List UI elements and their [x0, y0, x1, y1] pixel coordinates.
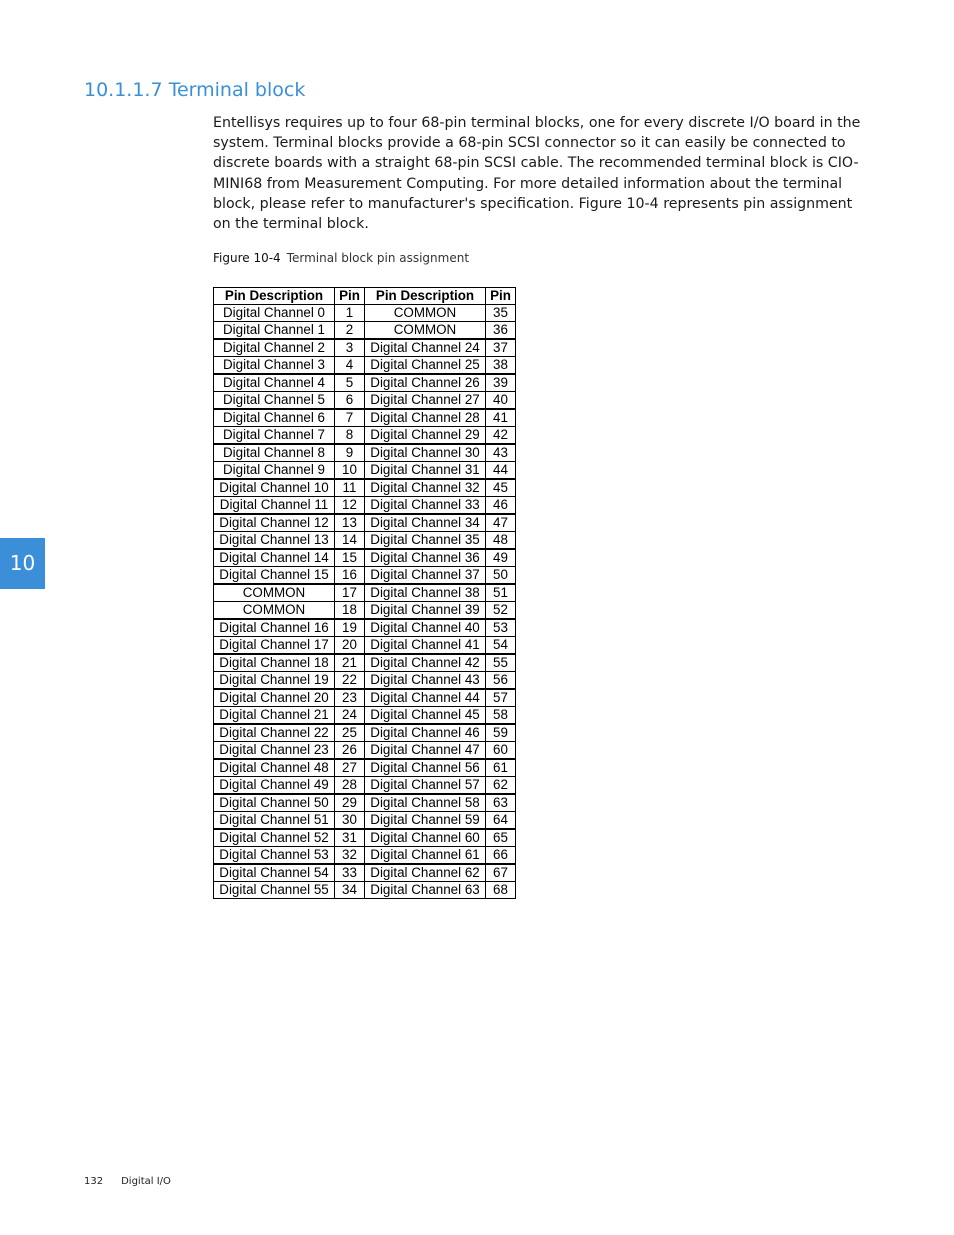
figure-number: Figure 10-4	[213, 251, 281, 265]
cell-description-right: Digital Channel 63	[365, 882, 486, 899]
cell-description-left: Digital Channel 14	[214, 549, 335, 567]
cell-pin-left: 11	[335, 479, 365, 497]
cell-pin-right: 67	[486, 864, 516, 882]
cell-description-left: Digital Channel 10	[214, 479, 335, 497]
cell-pin-left: 15	[335, 549, 365, 567]
cell-description-left: Digital Channel 1	[214, 322, 335, 340]
cell-pin-right: 51	[486, 584, 516, 602]
cell-description-left: Digital Channel 48	[214, 759, 335, 777]
cell-description-right: Digital Channel 38	[365, 584, 486, 602]
cell-pin-right: 44	[486, 462, 516, 480]
cell-description-right: Digital Channel 61	[365, 847, 486, 865]
cell-description-left: Digital Channel 12	[214, 514, 335, 532]
cell-pin-right: 49	[486, 549, 516, 567]
cell-description-right: Digital Channel 57	[365, 777, 486, 795]
cell-description-left: Digital Channel 7	[214, 427, 335, 445]
table-row	[214, 672, 516, 690]
table-header-row	[214, 288, 516, 305]
cell-description-right: Digital Channel 30	[365, 444, 486, 462]
cell-pin-right: 65	[486, 829, 516, 847]
cell-pin-right: 63	[486, 794, 516, 812]
cell-pin-left: 5	[335, 374, 365, 392]
cell-description-right: Digital Channel 28	[365, 409, 486, 427]
cell-pin-left: 27	[335, 759, 365, 777]
table-row	[214, 549, 516, 567]
table-row	[214, 374, 516, 392]
table-row	[214, 602, 516, 620]
cell-pin-left: 29	[335, 794, 365, 812]
cell-description-right: Digital Channel 32	[365, 479, 486, 497]
cell-pin-left: 34	[335, 882, 365, 899]
cell-pin-left: 28	[335, 777, 365, 795]
cell-pin-right: 64	[486, 812, 516, 830]
page-number: 132	[84, 1176, 104, 1187]
table-row	[214, 444, 516, 462]
cell-description-right: Digital Channel 27	[365, 392, 486, 410]
cell-description-left: Digital Channel 16	[214, 619, 335, 637]
cell-pin-left: 32	[335, 847, 365, 865]
cell-pin-right: 59	[486, 724, 516, 742]
cell-pin-left: 8	[335, 427, 365, 445]
table-row	[214, 759, 516, 777]
cell-description-right: Digital Channel 60	[365, 829, 486, 847]
cell-pin-right: 57	[486, 689, 516, 707]
cell-description-right: Digital Channel 43	[365, 672, 486, 690]
cell-pin-right: 48	[486, 532, 516, 550]
cell-pin-right: 54	[486, 637, 516, 655]
table-row	[214, 427, 516, 445]
cell-description-right: Digital Channel 62	[365, 864, 486, 882]
cell-description-left: Digital Channel 4	[214, 374, 335, 392]
cell-pin-right: 46	[486, 497, 516, 515]
table-row	[214, 305, 516, 322]
table-row	[214, 882, 516, 899]
cell-pin-left: 30	[335, 812, 365, 830]
table-row	[214, 847, 516, 865]
cell-description-left: Digital Channel 17	[214, 637, 335, 655]
cell-description-left: Digital Channel 49	[214, 777, 335, 795]
cell-description-left: Digital Channel 15	[214, 567, 335, 585]
body-paragraph: Entellisys requires up to four 68-pin terminal blocks, one for every discrete I/O board in the system. Terminal blocks provide a 68-pin SCSI connector so it can easily be connected to discrete boards with a straight 68-pin SCSI cable. The recommended terminal block is CIO-MINI68 from Measurement Computing. For more detailed information about the terminal block, please refer to manufacturer's specification. Figure 10-4 represents pin assignment on the terminal block.	[213, 115, 861, 233]
footer-chapter-name: Digital I/O	[121, 1176, 171, 1187]
cell-pin-left: 1	[335, 305, 365, 322]
chapter-tab: 10	[0, 538, 45, 589]
cell-description-right: Digital Channel 59	[365, 812, 486, 830]
table-row	[214, 812, 516, 830]
cell-pin-left: 12	[335, 497, 365, 515]
cell-pin-left: 17	[335, 584, 365, 602]
cell-pin-right: 61	[486, 759, 516, 777]
cell-pin-left: 3	[335, 339, 365, 357]
cell-description-right: Digital Channel 47	[365, 742, 486, 760]
cell-pin-left: 21	[335, 654, 365, 672]
cell-pin-right: 36	[486, 322, 516, 340]
cell-description-right: COMMON	[365, 305, 486, 322]
cell-description-left: Digital Channel 53	[214, 847, 335, 865]
cell-description-left: Digital Channel 21	[214, 707, 335, 725]
cell-pin-left: 9	[335, 444, 365, 462]
cell-description-left: Digital Channel 11	[214, 497, 335, 515]
cell-description-right: Digital Channel 40	[365, 619, 486, 637]
cell-pin-right: 60	[486, 742, 516, 760]
table-row	[214, 654, 516, 672]
cell-pin-right: 58	[486, 707, 516, 725]
cell-description-left: Digital Channel 5	[214, 392, 335, 410]
cell-description-left: Digital Channel 8	[214, 444, 335, 462]
header-pin-description-left: Pin Description	[214, 288, 335, 305]
cell-description-left: Digital Channel 18	[214, 654, 335, 672]
cell-pin-right: 47	[486, 514, 516, 532]
table-body	[214, 305, 516, 899]
cell-description-left: COMMON	[214, 584, 335, 602]
cell-description-right: Digital Channel 34	[365, 514, 486, 532]
cell-description-right: COMMON	[365, 322, 486, 340]
cell-pin-left: 18	[335, 602, 365, 620]
cell-description-right: Digital Channel 42	[365, 654, 486, 672]
cell-description-right: Digital Channel 45	[365, 707, 486, 725]
cell-description-right: Digital Channel 36	[365, 549, 486, 567]
cell-pin-right: 55	[486, 654, 516, 672]
cell-pin-left: 13	[335, 514, 365, 532]
cell-description-right: Digital Channel 44	[365, 689, 486, 707]
header-pin-right: Pin	[486, 288, 516, 305]
cell-description-left: Digital Channel 22	[214, 724, 335, 742]
figure-caption-text: Terminal block pin assignment	[286, 251, 470, 265]
section-title: 10.1.1.7 Terminal block	[84, 79, 306, 101]
cell-pin-left: 31	[335, 829, 365, 847]
cell-pin-right: 35	[486, 305, 516, 322]
cell-description-left: Digital Channel 55	[214, 882, 335, 899]
cell-description-right: Digital Channel 41	[365, 637, 486, 655]
pin-assignment-table	[213, 287, 516, 899]
cell-description-left: Digital Channel 20	[214, 689, 335, 707]
cell-pin-left: 14	[335, 532, 365, 550]
cell-pin-right: 62	[486, 777, 516, 795]
cell-pin-left: 7	[335, 409, 365, 427]
figure-caption	[213, 250, 469, 266]
cell-description-right: Digital Channel 37	[365, 567, 486, 585]
cell-pin-right: 40	[486, 392, 516, 410]
cell-pin-left: 2	[335, 322, 365, 340]
cell-description-left: Digital Channel 0	[214, 305, 335, 322]
cell-pin-right: 45	[486, 479, 516, 497]
table-row	[214, 567, 516, 585]
cell-description-left: Digital Channel 9	[214, 462, 335, 480]
cell-pin-right: 50	[486, 567, 516, 585]
cell-description-left: Digital Channel 13	[214, 532, 335, 550]
cell-description-left: Digital Channel 2	[214, 339, 335, 357]
cell-pin-right: 66	[486, 847, 516, 865]
cell-description-right: Digital Channel 46	[365, 724, 486, 742]
cell-description-left: Digital Channel 50	[214, 794, 335, 812]
cell-description-left: Digital Channel 23	[214, 742, 335, 760]
cell-pin-right: 37	[486, 339, 516, 357]
cell-pin-right: 68	[486, 882, 516, 899]
cell-description-right: Digital Channel 56	[365, 759, 486, 777]
cell-pin-right: 42	[486, 427, 516, 445]
cell-description-right: Digital Channel 35	[365, 532, 486, 550]
cell-pin-left: 10	[335, 462, 365, 480]
cell-description-left: COMMON	[214, 602, 335, 620]
table-row	[214, 864, 516, 882]
cell-pin-left: 22	[335, 672, 365, 690]
cell-pin-left: 6	[335, 392, 365, 410]
page-footer	[84, 1175, 171, 1188]
cell-pin-left: 4	[335, 357, 365, 375]
cell-pin-right: 41	[486, 409, 516, 427]
cell-pin-right: 56	[486, 672, 516, 690]
cell-description-left: Digital Channel 54	[214, 864, 335, 882]
table-row	[214, 497, 516, 515]
cell-pin-left: 19	[335, 619, 365, 637]
table-row	[214, 514, 516, 532]
table-row	[214, 392, 516, 410]
table-row	[214, 357, 516, 375]
table-row	[214, 409, 516, 427]
cell-pin-left: 26	[335, 742, 365, 760]
cell-pin-left: 25	[335, 724, 365, 742]
cell-pin-left: 23	[335, 689, 365, 707]
cell-description-right: Digital Channel 26	[365, 374, 486, 392]
table-row	[214, 479, 516, 497]
table-row	[214, 794, 516, 812]
cell-pin-left: 24	[335, 707, 365, 725]
cell-description-right: Digital Channel 31	[365, 462, 486, 480]
header-pin-left: Pin	[335, 288, 365, 305]
table-row	[214, 724, 516, 742]
table-row	[214, 619, 516, 637]
cell-pin-right: 52	[486, 602, 516, 620]
cell-description-right: Digital Channel 29	[365, 427, 486, 445]
table-row	[214, 742, 516, 760]
table-row	[214, 462, 516, 480]
cell-description-right: Digital Channel 39	[365, 602, 486, 620]
cell-pin-left: 16	[335, 567, 365, 585]
cell-description-right: Digital Channel 33	[365, 497, 486, 515]
cell-description-right: Digital Channel 25	[365, 357, 486, 375]
header-pin-description-right: Pin Description	[365, 288, 486, 305]
table-row	[214, 322, 516, 340]
table-row	[214, 689, 516, 707]
cell-pin-right: 39	[486, 374, 516, 392]
cell-pin-right: 43	[486, 444, 516, 462]
table-row	[214, 637, 516, 655]
table-row	[214, 584, 516, 602]
cell-pin-left: 20	[335, 637, 365, 655]
cell-description-right: Digital Channel 58	[365, 794, 486, 812]
table-row	[214, 532, 516, 550]
table-row	[214, 777, 516, 795]
table-row	[214, 829, 516, 847]
cell-description-left: Digital Channel 51	[214, 812, 335, 830]
cell-description-left: Digital Channel 3	[214, 357, 335, 375]
cell-description-left: Digital Channel 52	[214, 829, 335, 847]
cell-description-right: Digital Channel 24	[365, 339, 486, 357]
table-row	[214, 339, 516, 357]
cell-description-left: Digital Channel 19	[214, 672, 335, 690]
cell-description-left: Digital Channel 6	[214, 409, 335, 427]
cell-pin-left: 33	[335, 864, 365, 882]
cell-pin-right: 53	[486, 619, 516, 637]
table-row	[214, 707, 516, 725]
cell-pin-right: 38	[486, 357, 516, 375]
